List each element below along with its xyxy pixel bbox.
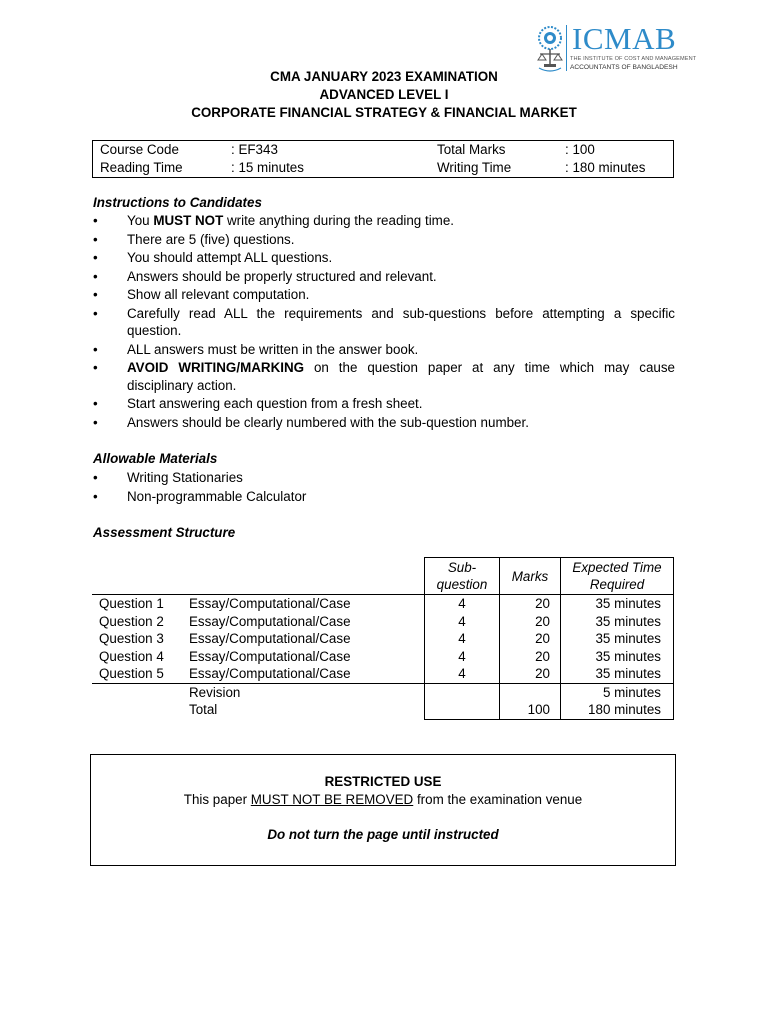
instruction-text: ALL answers must be written in the answer book. bbox=[127, 341, 419, 357]
question-label: Question 3 bbox=[99, 631, 164, 646]
bullet-icon: • bbox=[93, 470, 98, 485]
bullet-icon: • bbox=[93, 213, 98, 228]
empty-cell bbox=[425, 701, 500, 719]
question-type: Essay/Computational/Case bbox=[189, 666, 351, 681]
question-label: Question 1 bbox=[92, 595, 189, 613]
assessment-header-row bbox=[92, 558, 674, 595]
question-marks: 20 bbox=[500, 595, 561, 613]
revision-row bbox=[92, 683, 674, 701]
material-text: Non-programmable Calculator bbox=[127, 488, 307, 504]
list-item bbox=[93, 212, 675, 230]
revision-label: Revision bbox=[189, 683, 425, 701]
emblem-icon bbox=[535, 24, 565, 74]
question-marks: 20 bbox=[500, 630, 561, 648]
question-subquestions: 4 bbox=[425, 630, 500, 648]
materials-list bbox=[93, 469, 675, 506]
total-time: 180 minutes bbox=[561, 701, 674, 719]
instruction-text: You bbox=[127, 213, 154, 228]
exam-subject: CORPORATE FINANCIAL STRATEGY & FINANCIAL MARKET bbox=[191, 105, 577, 120]
empty-cell bbox=[92, 701, 189, 719]
bullet-icon: • bbox=[93, 396, 98, 411]
empty-cell bbox=[189, 558, 425, 595]
writing-time-value: : 180 minutes bbox=[565, 160, 646, 175]
restricted-note: Do not turn the page until instructed bbox=[267, 827, 499, 842]
bullet-icon: • bbox=[93, 488, 98, 504]
bullet-icon: • bbox=[93, 305, 98, 321]
course-code-value: : EF343 bbox=[231, 142, 278, 157]
bullet-icon: • bbox=[93, 268, 98, 284]
writing-time-label: Writing Time bbox=[437, 160, 512, 175]
question-type: Essay/Computational/Case bbox=[189, 595, 425, 613]
empty-cell bbox=[425, 683, 500, 701]
total-row bbox=[92, 701, 674, 719]
question-subquestions: 4 bbox=[425, 613, 500, 631]
instructions-heading: Instructions to Candidates bbox=[93, 195, 262, 210]
total-label: Total bbox=[189, 702, 218, 718]
question-marks: 20 bbox=[500, 613, 561, 631]
col-subquestion bbox=[425, 558, 500, 595]
question-type: Essay/Computational/Case bbox=[189, 648, 351, 664]
assessment-heading: Assessment Structure bbox=[93, 525, 236, 540]
course-info-table bbox=[92, 140, 674, 178]
question-subquestions: 4 bbox=[425, 595, 500, 613]
restricted-text-pre: This paper bbox=[183, 792, 251, 807]
list-item bbox=[93, 305, 675, 340]
instruction-text: You should attempt ALL questions. bbox=[127, 250, 333, 265]
exam-level: ADVANCED LEVEL I bbox=[319, 87, 449, 102]
question-time: 35 minutes bbox=[561, 613, 674, 631]
question-type: Essay/Computational/Case bbox=[189, 613, 351, 629]
list-item bbox=[93, 249, 675, 267]
course-info-row bbox=[93, 159, 674, 178]
question-label: Question 5 bbox=[99, 666, 164, 681]
bullet-icon: • bbox=[93, 341, 98, 357]
question-time: 35 minutes bbox=[561, 595, 674, 613]
question-subquestions: 4 bbox=[425, 648, 500, 666]
list-item bbox=[93, 286, 675, 304]
instruction-text: Answers should be clearly numbered with the sub-question number. bbox=[127, 414, 529, 430]
materials-heading: Allowable Materials bbox=[93, 451, 218, 466]
list-item bbox=[93, 414, 675, 432]
question-marks: 20 bbox=[500, 665, 561, 683]
instruction-text: write anything during the reading time. bbox=[223, 213, 454, 228]
list-item bbox=[93, 268, 675, 286]
restricted-use-box bbox=[90, 754, 676, 866]
list-item bbox=[93, 359, 675, 394]
instruction-emphasis: AVOID WRITING/MARKING bbox=[127, 360, 305, 375]
restricted-text-post: from the examination venue bbox=[413, 792, 583, 807]
list-item bbox=[93, 469, 675, 487]
list-item bbox=[93, 231, 675, 249]
instruction-emphasis: MUST NOT bbox=[153, 213, 224, 228]
question-label: Question 4 bbox=[99, 648, 164, 664]
logo-name: ICMAB bbox=[572, 21, 677, 56]
header-text: Expected Time bbox=[572, 560, 662, 575]
question-label: Question 2 bbox=[99, 613, 164, 629]
total-marks-value: : 100 bbox=[565, 142, 595, 157]
table-row bbox=[92, 595, 674, 613]
question-rows bbox=[92, 595, 674, 684]
logo-line2: ACCOUNTANTS OF BANGLADESH bbox=[570, 64, 678, 71]
header-text: Required bbox=[589, 577, 645, 592]
table-row bbox=[92, 665, 674, 683]
assessment-table bbox=[92, 557, 674, 720]
list-item bbox=[93, 395, 675, 413]
total-marks: 100 bbox=[500, 701, 561, 719]
restricted-text bbox=[91, 792, 675, 807]
restricted-heading: RESTRICTED USE bbox=[324, 774, 442, 789]
header-text: question bbox=[436, 577, 488, 592]
bullet-icon: • bbox=[93, 360, 98, 375]
logo-divider bbox=[566, 25, 567, 71]
col-expected-time bbox=[561, 558, 674, 595]
header-text: Sub- bbox=[447, 560, 477, 575]
list-item bbox=[93, 341, 675, 359]
empty-cell bbox=[92, 683, 189, 701]
material-text: Writing Stationaries bbox=[127, 470, 243, 485]
instruction-text: There are 5 (five) questions. bbox=[127, 231, 295, 247]
bullet-icon: • bbox=[93, 414, 98, 430]
logo-line1: THE INSTITUTE OF COST AND MANAGEMENT bbox=[570, 56, 697, 62]
instruction-text: Answers should be properly structured and relevant. bbox=[127, 268, 437, 284]
instructions-list bbox=[93, 212, 675, 432]
instruction-text: Show all relevant computation. bbox=[127, 287, 310, 302]
table-row bbox=[92, 630, 674, 648]
empty-cell bbox=[500, 683, 561, 701]
question-subquestions: 4 bbox=[425, 665, 500, 683]
reading-time-value: : 15 minutes bbox=[231, 160, 304, 175]
restricted-text-underlined: MUST NOT BE REMOVED bbox=[250, 792, 414, 807]
bullet-icon: • bbox=[93, 250, 98, 265]
total-marks-label: Total Marks bbox=[437, 142, 506, 157]
course-code-label: Course Code bbox=[100, 142, 179, 157]
exam-title: CMA JANUARY 2023 EXAMINATION bbox=[270, 69, 498, 84]
instruction-text: Carefully read ALL the requirements and sub-questions before attempting a specific question. bbox=[127, 305, 675, 338]
col-marks: Marks bbox=[500, 558, 561, 595]
question-time: 35 minutes bbox=[561, 630, 674, 648]
table-row bbox=[92, 613, 674, 631]
icmab-logo bbox=[535, 21, 697, 74]
instruction-text: Start answering each question from a fresh sheet. bbox=[127, 396, 423, 411]
question-time: 35 minutes bbox=[561, 648, 674, 666]
instruction-text: on the question paper at any time which may cause disciplinary action. bbox=[127, 360, 675, 393]
list-item bbox=[93, 488, 675, 506]
table-row bbox=[92, 648, 674, 666]
question-type: Essay/Computational/Case bbox=[189, 631, 351, 646]
empty-cell bbox=[92, 558, 189, 595]
bullet-icon: • bbox=[93, 231, 98, 247]
course-info-row bbox=[93, 141, 674, 160]
question-marks: 20 bbox=[500, 648, 561, 666]
question-time: 35 minutes bbox=[561, 665, 674, 683]
revision-time: 5 minutes bbox=[561, 683, 674, 701]
bullet-icon: • bbox=[93, 287, 98, 302]
reading-time-label: Reading Time bbox=[100, 160, 183, 175]
